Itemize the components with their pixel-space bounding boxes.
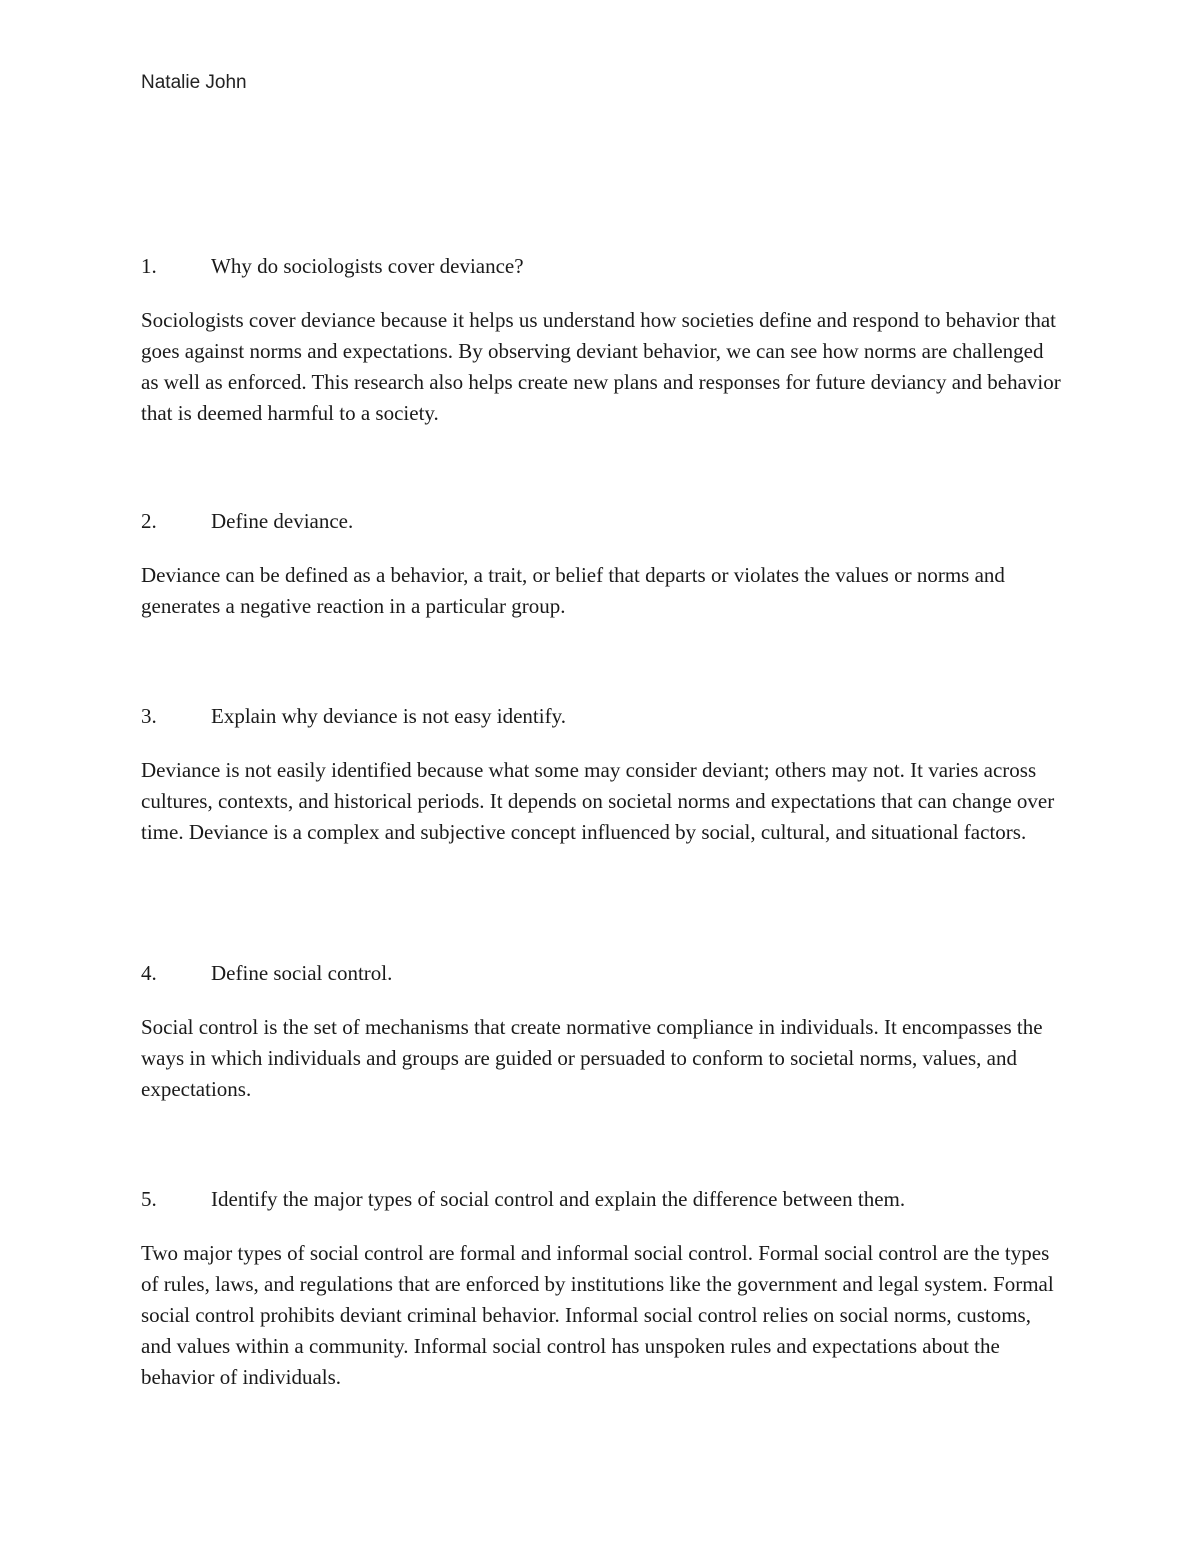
author-name: Natalie John — [141, 72, 247, 93]
answer-4: Social control is the set of mechanisms that create normative compliance in individuals. It encompasses the ways in which individuals and groups are guided or persuaded to conform to societal norms, values, and expectations. — [141, 1015, 1043, 1101]
question-number: 5. — [141, 1187, 157, 1211]
question-text: Explain why deviance is not easy identify. — [211, 704, 566, 728]
answer-2: Deviance can be defined as a behavior, a trait, or belief that departs or violates the values or norms and generates a negative reaction in a particular group. — [141, 563, 1005, 618]
question-number: 1. — [141, 254, 157, 278]
question-1 — [141, 251, 1071, 282]
question-text: Identify the major types of social control and explain the difference between them. — [211, 1187, 906, 1211]
question-number: 4. — [141, 961, 157, 985]
qa-item-3 — [141, 701, 1071, 848]
question-number: 2. — [141, 509, 157, 533]
qa-item-4 — [141, 958, 1071, 1105]
question-text: Why do sociologists cover deviance? — [211, 254, 524, 278]
answer-5: Two major types of social control are formal and informal social control. Formal social control are the types of rules, laws, and regulations that are enforced by institutions like the government and legal system. Formal social control prohibits deviant criminal behavior. Informal social control relies on social norms, customs, and values within a community. Informal social control has unspoken rules and expectations about the behavior of individuals. — [141, 1241, 1054, 1389]
answer-3: Deviance is not easily identified because what some may consider deviant; others may not. It varies across cultures, contexts, and historical periods. It depends on societal norms and expectations that can change over time. Deviance is a complex and subjective concept influenced by social, cultural, and situational factors. — [141, 758, 1055, 844]
qa-item-2 — [141, 506, 1071, 622]
question-text: Define deviance. — [211, 509, 354, 533]
answer-1: Sociologists cover deviance because it helps us understand how societies define and respond to behavior that goes against norms and expectations. By observing deviant behavior, we can see how norms are challenged as well as enforced. This research also helps create new plans and responses for future deviancy and behavior that is deemed harmful to a society. — [141, 308, 1061, 425]
question-5 — [141, 1184, 1071, 1215]
question-4 — [141, 958, 1071, 989]
question-2 — [141, 506, 1071, 537]
question-number: 3. — [141, 704, 157, 728]
question-3 — [141, 701, 1071, 732]
qa-item-5 — [141, 1184, 1071, 1393]
question-text: Define social control. — [211, 961, 393, 985]
qa-item-1 — [141, 251, 1071, 429]
